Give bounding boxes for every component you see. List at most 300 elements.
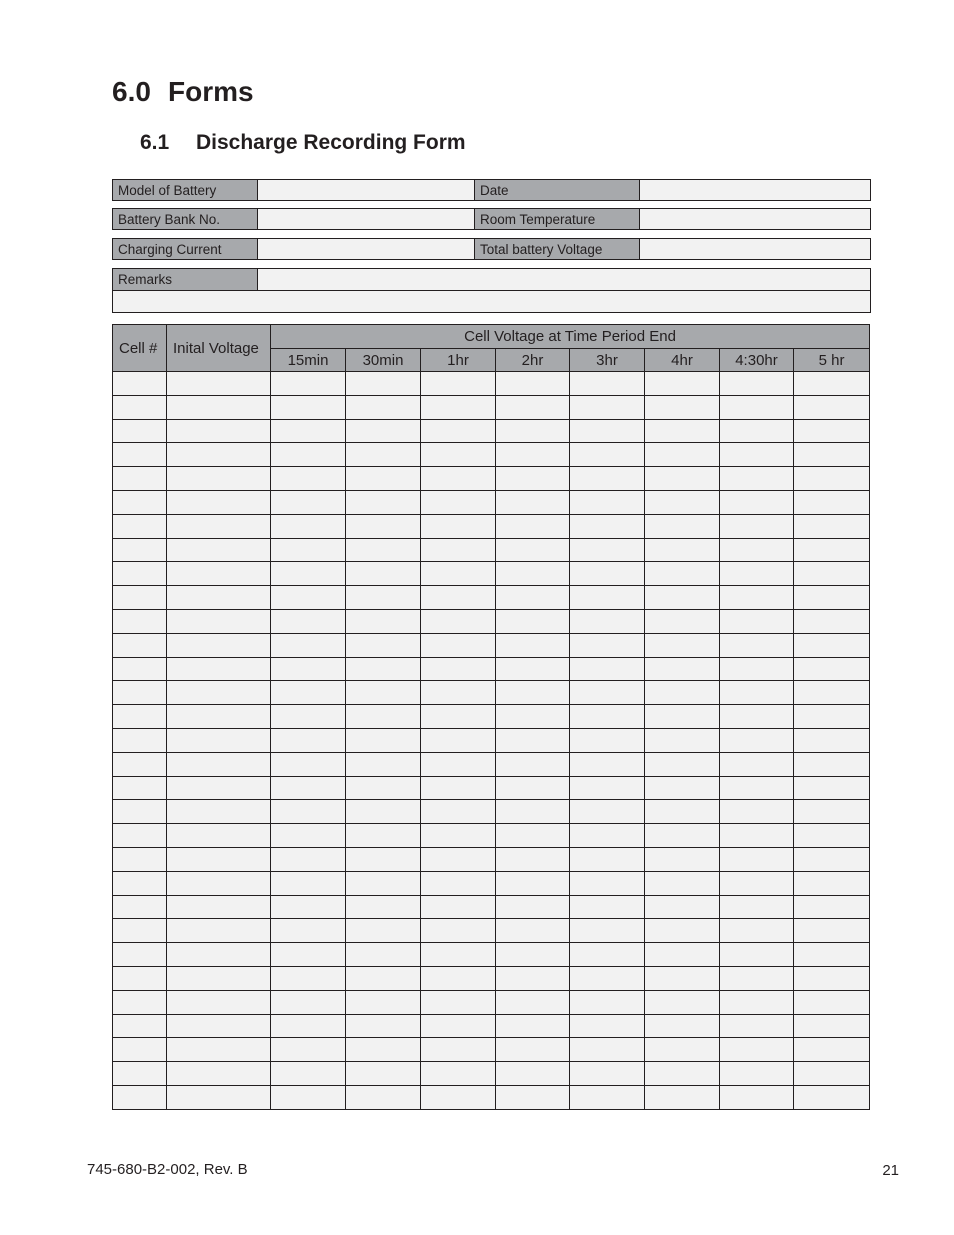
cell-voltage-entry[interactable]	[496, 538, 570, 562]
cell-voltage-entry[interactable]	[570, 372, 645, 396]
cell-voltage-entry[interactable]	[720, 609, 794, 633]
cell-voltage-entry[interactable]	[271, 514, 346, 538]
initial-voltage-entry[interactable]	[167, 943, 271, 967]
cell-voltage-entry[interactable]	[720, 705, 794, 729]
cell-voltage-entry[interactable]	[421, 1085, 496, 1109]
cell-number-entry[interactable]	[113, 1014, 167, 1038]
cell-voltage-entry[interactable]	[645, 776, 720, 800]
cell-voltage-entry[interactable]	[346, 776, 421, 800]
cell-voltage-entry[interactable]	[570, 538, 645, 562]
cell-voltage-entry[interactable]	[570, 633, 645, 657]
cell-voltage-entry[interactable]	[645, 752, 720, 776]
cell-voltage-entry[interactable]	[346, 514, 421, 538]
cell-voltage-entry[interactable]	[645, 657, 720, 681]
battery-bank-no-field[interactable]	[258, 209, 475, 229]
cell-voltage-entry[interactable]	[645, 943, 720, 967]
cell-voltage-entry[interactable]	[720, 586, 794, 610]
cell-voltage-entry[interactable]	[346, 847, 421, 871]
cell-voltage-entry[interactable]	[794, 562, 870, 586]
cell-number-entry[interactable]	[113, 681, 167, 705]
cell-voltage-entry[interactable]	[496, 895, 570, 919]
cell-voltage-entry[interactable]	[720, 490, 794, 514]
cell-voltage-entry[interactable]	[794, 1062, 870, 1086]
cell-voltage-entry[interactable]	[421, 657, 496, 681]
cell-voltage-entry[interactable]	[794, 728, 870, 752]
cell-voltage-entry[interactable]	[570, 681, 645, 705]
cell-voltage-entry[interactable]	[271, 609, 346, 633]
cell-voltage-entry[interactable]	[570, 490, 645, 514]
cell-voltage-entry[interactable]	[645, 395, 720, 419]
initial-voltage-entry[interactable]	[167, 681, 271, 705]
cell-voltage-entry[interactable]	[645, 609, 720, 633]
cell-number-entry[interactable]	[113, 562, 167, 586]
initial-voltage-entry[interactable]	[167, 705, 271, 729]
cell-number-entry[interactable]	[113, 395, 167, 419]
cell-voltage-entry[interactable]	[570, 514, 645, 538]
cell-number-entry[interactable]	[113, 538, 167, 562]
cell-voltage-entry[interactable]	[570, 562, 645, 586]
cell-number-entry[interactable]	[113, 800, 167, 824]
cell-voltage-entry[interactable]	[421, 728, 496, 752]
cell-voltage-entry[interactable]	[720, 681, 794, 705]
cell-voltage-entry[interactable]	[794, 966, 870, 990]
cell-voltage-entry[interactable]	[570, 419, 645, 443]
cell-voltage-entry[interactable]	[421, 966, 496, 990]
cell-voltage-entry[interactable]	[570, 871, 645, 895]
cell-voltage-entry[interactable]	[421, 538, 496, 562]
cell-voltage-entry[interactable]	[645, 681, 720, 705]
initial-voltage-entry[interactable]	[167, 871, 271, 895]
cell-voltage-entry[interactable]	[794, 919, 870, 943]
cell-voltage-entry[interactable]	[720, 562, 794, 586]
cell-voltage-entry[interactable]	[720, 752, 794, 776]
initial-voltage-entry[interactable]	[167, 847, 271, 871]
cell-voltage-entry[interactable]	[271, 633, 346, 657]
cell-voltage-entry[interactable]	[421, 372, 496, 396]
cell-voltage-entry[interactable]	[794, 1038, 870, 1062]
cell-voltage-entry[interactable]	[570, 1038, 645, 1062]
cell-voltage-entry[interactable]	[496, 681, 570, 705]
cell-voltage-entry[interactable]	[346, 919, 421, 943]
cell-voltage-entry[interactable]	[421, 990, 496, 1014]
cell-voltage-entry[interactable]	[720, 990, 794, 1014]
initial-voltage-entry[interactable]	[167, 966, 271, 990]
cell-voltage-entry[interactable]	[421, 1038, 496, 1062]
cell-voltage-entry[interactable]	[346, 657, 421, 681]
cell-voltage-entry[interactable]	[271, 657, 346, 681]
cell-voltage-entry[interactable]	[645, 538, 720, 562]
cell-voltage-entry[interactable]	[421, 681, 496, 705]
cell-voltage-entry[interactable]	[346, 800, 421, 824]
cell-voltage-entry[interactable]	[346, 419, 421, 443]
cell-voltage-entry[interactable]	[271, 895, 346, 919]
cell-voltage-entry[interactable]	[496, 586, 570, 610]
cell-voltage-entry[interactable]	[346, 586, 421, 610]
total-battery-voltage-field[interactable]	[640, 239, 870, 259]
cell-voltage-entry[interactable]	[496, 395, 570, 419]
cell-voltage-entry[interactable]	[645, 467, 720, 491]
cell-voltage-entry[interactable]	[720, 919, 794, 943]
cell-voltage-entry[interactable]	[570, 943, 645, 967]
date-field[interactable]	[640, 180, 870, 200]
cell-voltage-entry[interactable]	[720, 443, 794, 467]
cell-number-entry[interactable]	[113, 871, 167, 895]
initial-voltage-entry[interactable]	[167, 538, 271, 562]
cell-number-entry[interactable]	[113, 609, 167, 633]
cell-voltage-entry[interactable]	[346, 1085, 421, 1109]
cell-voltage-entry[interactable]	[346, 609, 421, 633]
cell-voltage-entry[interactable]	[271, 490, 346, 514]
initial-voltage-entry[interactable]	[167, 657, 271, 681]
cell-voltage-entry[interactable]	[720, 1085, 794, 1109]
cell-voltage-entry[interactable]	[645, 1085, 720, 1109]
cell-voltage-entry[interactable]	[271, 990, 346, 1014]
cell-voltage-entry[interactable]	[271, 586, 346, 610]
cell-voltage-entry[interactable]	[346, 562, 421, 586]
cell-voltage-entry[interactable]	[570, 1062, 645, 1086]
initial-voltage-entry[interactable]	[167, 752, 271, 776]
cell-voltage-entry[interactable]	[496, 705, 570, 729]
cell-voltage-entry[interactable]	[271, 372, 346, 396]
cell-voltage-entry[interactable]	[271, 419, 346, 443]
cell-voltage-entry[interactable]	[794, 943, 870, 967]
cell-voltage-entry[interactable]	[346, 395, 421, 419]
cell-voltage-entry[interactable]	[421, 562, 496, 586]
cell-voltage-entry[interactable]	[794, 395, 870, 419]
cell-number-entry[interactable]	[113, 776, 167, 800]
cell-voltage-entry[interactable]	[794, 800, 870, 824]
cell-voltage-entry[interactable]	[794, 847, 870, 871]
cell-voltage-entry[interactable]	[570, 395, 645, 419]
cell-voltage-entry[interactable]	[496, 372, 570, 396]
cell-voltage-entry[interactable]	[645, 633, 720, 657]
cell-voltage-entry[interactable]	[794, 609, 870, 633]
cell-voltage-entry[interactable]	[346, 372, 421, 396]
initial-voltage-entry[interactable]	[167, 562, 271, 586]
cell-voltage-entry[interactable]	[645, 372, 720, 396]
cell-voltage-entry[interactable]	[271, 728, 346, 752]
cell-voltage-entry[interactable]	[346, 966, 421, 990]
cell-voltage-entry[interactable]	[346, 490, 421, 514]
cell-voltage-entry[interactable]	[645, 705, 720, 729]
cell-voltage-entry[interactable]	[346, 705, 421, 729]
cell-voltage-entry[interactable]	[645, 728, 720, 752]
initial-voltage-entry[interactable]	[167, 990, 271, 1014]
cell-number-entry[interactable]	[113, 657, 167, 681]
initial-voltage-entry[interactable]	[167, 419, 271, 443]
cell-voltage-entry[interactable]	[794, 490, 870, 514]
cell-number-entry[interactable]	[113, 966, 167, 990]
cell-voltage-entry[interactable]	[496, 919, 570, 943]
cell-voltage-entry[interactable]	[794, 752, 870, 776]
cell-voltage-entry[interactable]	[496, 490, 570, 514]
cell-voltage-entry[interactable]	[421, 895, 496, 919]
cell-voltage-entry[interactable]	[346, 1014, 421, 1038]
cell-voltage-entry[interactable]	[421, 871, 496, 895]
initial-voltage-entry[interactable]	[167, 609, 271, 633]
cell-voltage-entry[interactable]	[271, 538, 346, 562]
cell-voltage-entry[interactable]	[794, 657, 870, 681]
cell-number-entry[interactable]	[113, 443, 167, 467]
cell-number-entry[interactable]	[113, 1038, 167, 1062]
cell-voltage-entry[interactable]	[794, 681, 870, 705]
cell-voltage-entry[interactable]	[271, 1085, 346, 1109]
cell-voltage-entry[interactable]	[645, 919, 720, 943]
cell-voltage-entry[interactable]	[645, 1038, 720, 1062]
cell-voltage-entry[interactable]	[570, 1085, 645, 1109]
cell-voltage-entry[interactable]	[794, 824, 870, 848]
cell-voltage-entry[interactable]	[496, 514, 570, 538]
cell-voltage-entry[interactable]	[645, 966, 720, 990]
cell-voltage-entry[interactable]	[720, 372, 794, 396]
cell-voltage-entry[interactable]	[720, 966, 794, 990]
cell-voltage-entry[interactable]	[271, 824, 346, 848]
cell-voltage-entry[interactable]	[570, 443, 645, 467]
cell-number-entry[interactable]	[113, 943, 167, 967]
cell-voltage-entry[interactable]	[570, 776, 645, 800]
cell-voltage-entry[interactable]	[496, 1062, 570, 1086]
cell-voltage-entry[interactable]	[720, 728, 794, 752]
initial-voltage-entry[interactable]	[167, 919, 271, 943]
cell-voltage-entry[interactable]	[720, 657, 794, 681]
cell-voltage-entry[interactable]	[421, 1014, 496, 1038]
cell-voltage-entry[interactable]	[496, 776, 570, 800]
cell-voltage-entry[interactable]	[346, 467, 421, 491]
cell-voltage-entry[interactable]	[271, 943, 346, 967]
cell-number-entry[interactable]	[113, 1062, 167, 1086]
cell-voltage-entry[interactable]	[271, 467, 346, 491]
cell-voltage-entry[interactable]	[645, 895, 720, 919]
cell-voltage-entry[interactable]	[271, 776, 346, 800]
cell-voltage-entry[interactable]	[720, 1038, 794, 1062]
cell-number-entry[interactable]	[113, 728, 167, 752]
initial-voltage-entry[interactable]	[167, 824, 271, 848]
cell-voltage-entry[interactable]	[496, 633, 570, 657]
cell-voltage-entry[interactable]	[496, 419, 570, 443]
cell-voltage-entry[interactable]	[421, 919, 496, 943]
cell-voltage-entry[interactable]	[496, 467, 570, 491]
cell-voltage-entry[interactable]	[421, 395, 496, 419]
cell-voltage-entry[interactable]	[794, 871, 870, 895]
cell-voltage-entry[interactable]	[346, 633, 421, 657]
initial-voltage-entry[interactable]	[167, 1014, 271, 1038]
cell-voltage-entry[interactable]	[271, 443, 346, 467]
cell-voltage-entry[interactable]	[645, 419, 720, 443]
cell-voltage-entry[interactable]	[346, 824, 421, 848]
cell-voltage-entry[interactable]	[496, 657, 570, 681]
cell-voltage-entry[interactable]	[570, 657, 645, 681]
cell-voltage-entry[interactable]	[496, 871, 570, 895]
cell-voltage-entry[interactable]	[421, 443, 496, 467]
cell-voltage-entry[interactable]	[570, 1014, 645, 1038]
cell-voltage-entry[interactable]	[794, 895, 870, 919]
cell-voltage-entry[interactable]	[496, 990, 570, 1014]
cell-voltage-entry[interactable]	[645, 990, 720, 1014]
cell-voltage-entry[interactable]	[570, 824, 645, 848]
cell-voltage-entry[interactable]	[570, 752, 645, 776]
cell-voltage-entry[interactable]	[496, 609, 570, 633]
cell-voltage-entry[interactable]	[496, 800, 570, 824]
cell-voltage-entry[interactable]	[570, 467, 645, 491]
cell-number-entry[interactable]	[113, 919, 167, 943]
cell-voltage-entry[interactable]	[720, 776, 794, 800]
initial-voltage-entry[interactable]	[167, 728, 271, 752]
cell-voltage-entry[interactable]	[421, 633, 496, 657]
cell-voltage-entry[interactable]	[421, 586, 496, 610]
cell-number-entry[interactable]	[113, 419, 167, 443]
cell-voltage-entry[interactable]	[346, 728, 421, 752]
cell-voltage-entry[interactable]	[720, 871, 794, 895]
cell-voltage-entry[interactable]	[720, 824, 794, 848]
cell-voltage-entry[interactable]	[346, 752, 421, 776]
cell-number-entry[interactable]	[113, 824, 167, 848]
cell-voltage-entry[interactable]	[794, 990, 870, 1014]
cell-voltage-entry[interactable]	[720, 395, 794, 419]
cell-voltage-entry[interactable]	[421, 752, 496, 776]
initial-voltage-entry[interactable]	[167, 1085, 271, 1109]
cell-voltage-entry[interactable]	[794, 514, 870, 538]
cell-voltage-entry[interactable]	[645, 562, 720, 586]
cell-voltage-entry[interactable]	[570, 990, 645, 1014]
cell-voltage-entry[interactable]	[271, 1014, 346, 1038]
cell-voltage-entry[interactable]	[645, 490, 720, 514]
cell-number-entry[interactable]	[113, 467, 167, 491]
cell-voltage-entry[interactable]	[271, 871, 346, 895]
initial-voltage-entry[interactable]	[167, 1062, 271, 1086]
cell-voltage-entry[interactable]	[421, 609, 496, 633]
initial-voltage-entry[interactable]	[167, 633, 271, 657]
cell-voltage-entry[interactable]	[645, 847, 720, 871]
cell-voltage-entry[interactable]	[645, 1014, 720, 1038]
model-of-battery-field[interactable]	[258, 180, 475, 200]
cell-voltage-entry[interactable]	[346, 871, 421, 895]
room-temperature-field[interactable]	[640, 209, 870, 229]
cell-voltage-entry[interactable]	[346, 1062, 421, 1086]
cell-voltage-entry[interactable]	[496, 943, 570, 967]
cell-voltage-entry[interactable]	[271, 966, 346, 990]
cell-voltage-entry[interactable]	[720, 467, 794, 491]
cell-voltage-entry[interactable]	[720, 633, 794, 657]
cell-voltage-entry[interactable]	[570, 609, 645, 633]
cell-voltage-entry[interactable]	[570, 919, 645, 943]
cell-voltage-entry[interactable]	[794, 538, 870, 562]
cell-voltage-entry[interactable]	[720, 847, 794, 871]
cell-voltage-entry[interactable]	[496, 1085, 570, 1109]
initial-voltage-entry[interactable]	[167, 490, 271, 514]
cell-number-entry[interactable]	[113, 1085, 167, 1109]
cell-voltage-entry[interactable]	[421, 514, 496, 538]
cell-number-entry[interactable]	[113, 514, 167, 538]
cell-number-entry[interactable]	[113, 847, 167, 871]
cell-voltage-entry[interactable]	[271, 847, 346, 871]
initial-voltage-entry[interactable]	[167, 1038, 271, 1062]
cell-voltage-entry[interactable]	[645, 586, 720, 610]
cell-voltage-entry[interactable]	[271, 1038, 346, 1062]
cell-voltage-entry[interactable]	[421, 776, 496, 800]
cell-voltage-entry[interactable]	[794, 419, 870, 443]
cell-voltage-entry[interactable]	[794, 586, 870, 610]
cell-voltage-entry[interactable]	[720, 538, 794, 562]
cell-voltage-entry[interactable]	[720, 895, 794, 919]
cell-voltage-entry[interactable]	[645, 1062, 720, 1086]
cell-voltage-entry[interactable]	[271, 681, 346, 705]
cell-voltage-entry[interactable]	[421, 847, 496, 871]
cell-voltage-entry[interactable]	[645, 443, 720, 467]
initial-voltage-entry[interactable]	[167, 395, 271, 419]
cell-voltage-entry[interactable]	[645, 800, 720, 824]
cell-voltage-entry[interactable]	[421, 824, 496, 848]
cell-voltage-entry[interactable]	[645, 871, 720, 895]
initial-voltage-entry[interactable]	[167, 895, 271, 919]
cell-number-entry[interactable]	[113, 372, 167, 396]
cell-number-entry[interactable]	[113, 633, 167, 657]
cell-voltage-entry[interactable]	[346, 895, 421, 919]
cell-voltage-entry[interactable]	[421, 419, 496, 443]
cell-voltage-entry[interactable]	[421, 490, 496, 514]
cell-voltage-entry[interactable]	[794, 1085, 870, 1109]
cell-voltage-entry[interactable]	[496, 824, 570, 848]
initial-voltage-entry[interactable]	[167, 443, 271, 467]
cell-voltage-entry[interactable]	[421, 943, 496, 967]
cell-number-entry[interactable]	[113, 705, 167, 729]
cell-number-entry[interactable]	[113, 895, 167, 919]
charging-current-field[interactable]	[258, 239, 475, 259]
cell-voltage-entry[interactable]	[570, 705, 645, 729]
cell-voltage-entry[interactable]	[496, 752, 570, 776]
cell-voltage-entry[interactable]	[720, 1014, 794, 1038]
cell-number-entry[interactable]	[113, 990, 167, 1014]
cell-voltage-entry[interactable]	[271, 395, 346, 419]
cell-voltage-entry[interactable]	[496, 562, 570, 586]
cell-voltage-entry[interactable]	[645, 824, 720, 848]
initial-voltage-entry[interactable]	[167, 467, 271, 491]
cell-voltage-entry[interactable]	[794, 705, 870, 729]
cell-voltage-entry[interactable]	[346, 443, 421, 467]
cell-voltage-entry[interactable]	[645, 514, 720, 538]
cell-voltage-entry[interactable]	[496, 728, 570, 752]
cell-voltage-entry[interactable]	[421, 467, 496, 491]
cell-voltage-entry[interactable]	[346, 990, 421, 1014]
cell-voltage-entry[interactable]	[720, 419, 794, 443]
cell-voltage-entry[interactable]	[794, 467, 870, 491]
cell-voltage-entry[interactable]	[271, 919, 346, 943]
cell-voltage-entry[interactable]	[570, 895, 645, 919]
cell-voltage-entry[interactable]	[346, 1038, 421, 1062]
cell-voltage-entry[interactable]	[570, 847, 645, 871]
cell-voltage-entry[interactable]	[570, 728, 645, 752]
cell-voltage-entry[interactable]	[720, 1062, 794, 1086]
initial-voltage-entry[interactable]	[167, 372, 271, 396]
cell-number-entry[interactable]	[113, 490, 167, 514]
cell-voltage-entry[interactable]	[271, 752, 346, 776]
cell-voltage-entry[interactable]	[794, 776, 870, 800]
cell-voltage-entry[interactable]	[794, 443, 870, 467]
cell-voltage-entry[interactable]	[271, 562, 346, 586]
cell-voltage-entry[interactable]	[496, 966, 570, 990]
cell-voltage-entry[interactable]	[794, 372, 870, 396]
cell-voltage-entry[interactable]	[421, 1062, 496, 1086]
cell-voltage-entry[interactable]	[720, 800, 794, 824]
cell-voltage-entry[interactable]	[496, 443, 570, 467]
cell-voltage-entry[interactable]	[570, 800, 645, 824]
cell-number-entry[interactable]	[113, 586, 167, 610]
cell-voltage-entry[interactable]	[271, 800, 346, 824]
cell-number-entry[interactable]	[113, 752, 167, 776]
cell-voltage-entry[interactable]	[496, 847, 570, 871]
cell-voltage-entry[interactable]	[421, 800, 496, 824]
cell-voltage-entry[interactable]	[570, 966, 645, 990]
cell-voltage-entry[interactable]	[496, 1014, 570, 1038]
